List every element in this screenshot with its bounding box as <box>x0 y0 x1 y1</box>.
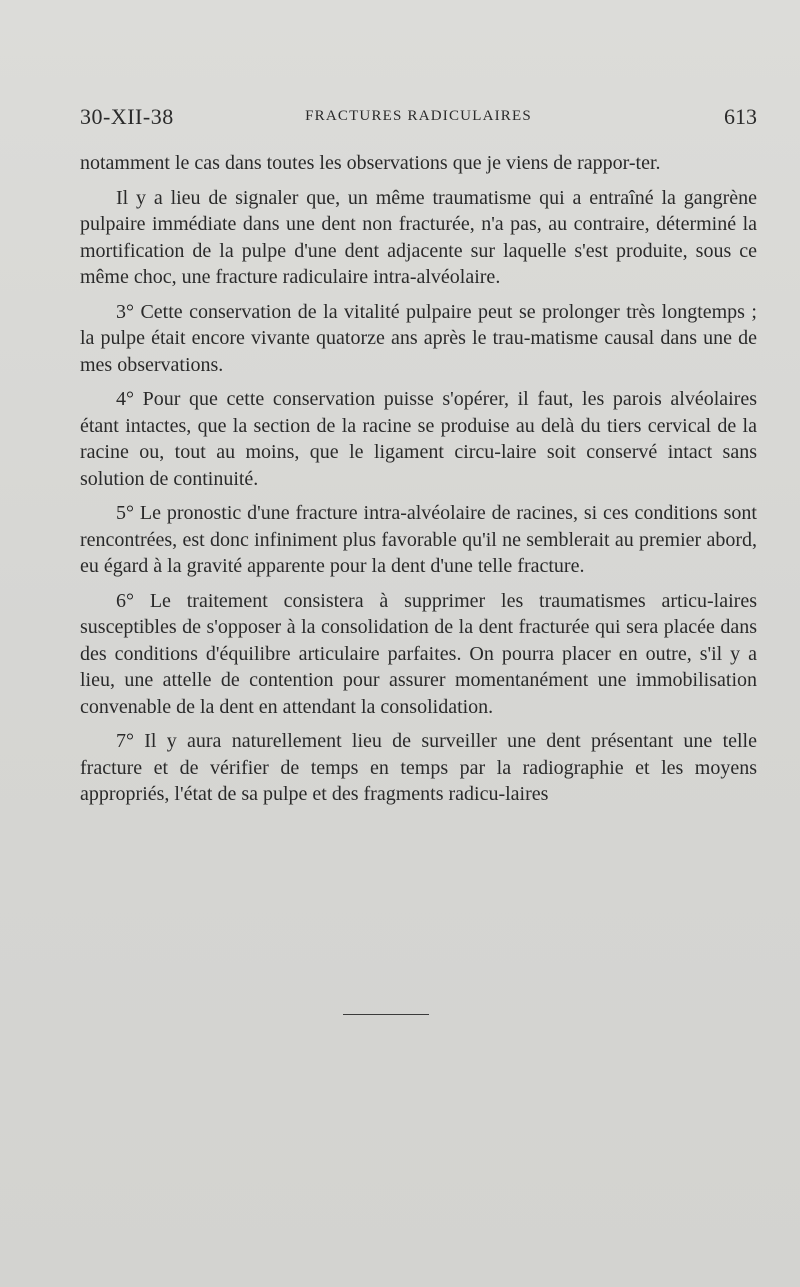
body-text <box>80 150 757 816</box>
paragraph-4: 4° Pour que cette conservation puisse s'opérer, il faut, les parois alvéolaires étant intactes, que la section de la racine se produise au delà du tiers cervical de la racine ou, tout au moins, que le ligament circu-laire soit conservé intact sans solution de continuité. <box>80 388 757 490</box>
header-date: 30-XII-38 <box>80 104 174 129</box>
running-head <box>80 104 757 134</box>
paragraph-1: notamment le cas dans toutes les observations que je viens de rappor-ter. <box>80 152 661 174</box>
paragraph-5: 5° Le pronostic d'une fracture intra-alvéolaire de racines, si ces conditions sont rencontrées, est donc infiniment plus favorable qu'il ne semblerait au premier abord, eu égard à la gravité apparente pour la dent d'une telle fracture. <box>80 502 757 577</box>
page-number: 613 <box>724 104 757 129</box>
paragraph-7: 7° Il y aura naturellement lieu de surveiller une dent présentant une telle fracture et de vérifier de temps en temps par la radiographie et les moyens appropriés, l'état de sa pulpe et des fragments radicu-laires <box>80 730 757 805</box>
paragraph-6: 6° Le traitement consistera à supprimer les traumatismes articu-laires susceptibles de s'opposer à la consolidation de la dent fracturée qui sera placée dans des conditions d'équilibre articulaire parfaites. On pourra placer en outre, s'il y a lieu, une attelle de contention pour assurer momentanément une immobilisation convenable de la dent en attendant la consolidation. <box>80 589 757 718</box>
header-title: FRACTURES RADICULAIRES <box>305 108 532 124</box>
section-end-rule <box>343 1014 429 1015</box>
paragraph-3: 3° Cette conservation de la vitalité pulpaire peut se prolonger très longtemps ; la pulpe était encore vivante quatorze ans après le trau-matisme causal dans une de mes observations. <box>80 300 757 376</box>
paragraph-2: Il y a lieu de signaler que, un même traumatisme qui a entraîné la gangrène pulpaire immédiate dans une dent non fracturée, n'a pas, au contraire, déterminé la mortification de la pulpe d'une dent adjacente sur laquelle s'est produite, sous ce même choc, une fracture radiculaire intra-alvéolaire. <box>80 186 757 288</box>
